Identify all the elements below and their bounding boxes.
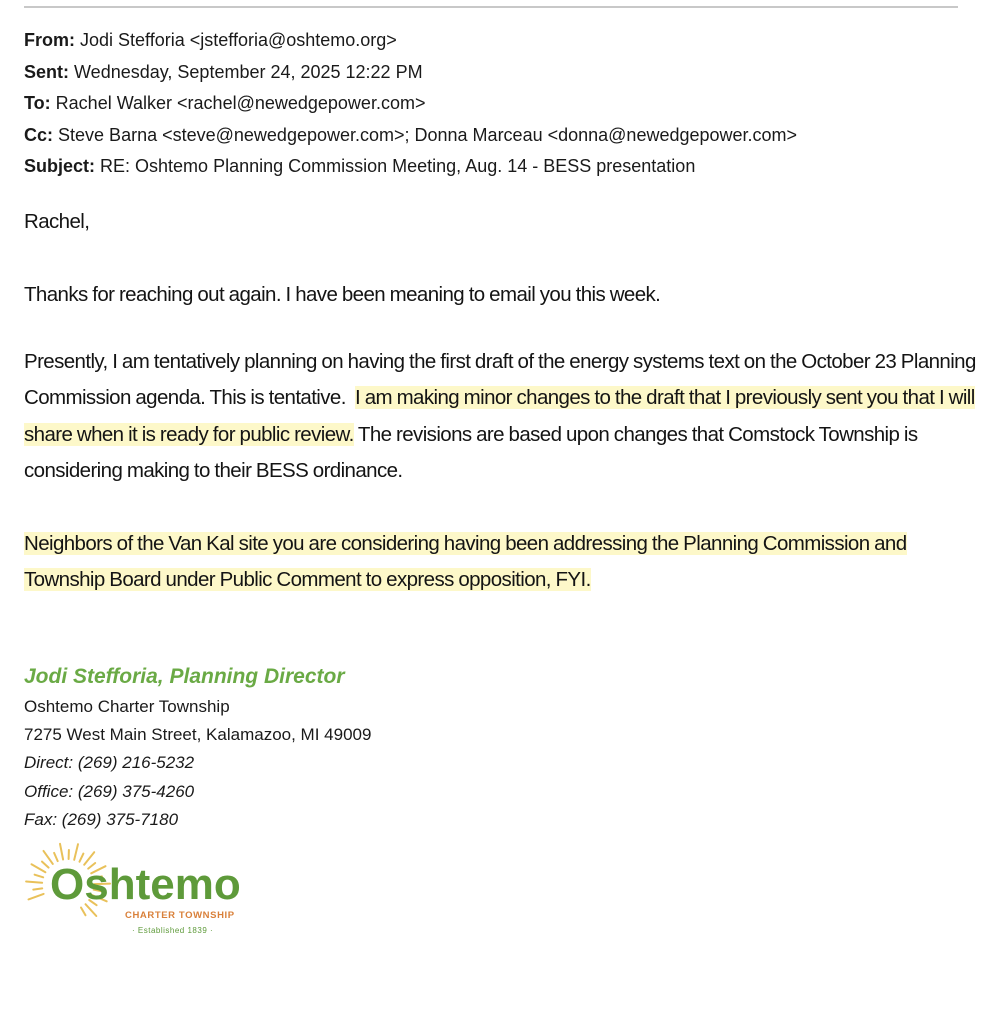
- from-row: [24, 25, 984, 57]
- subject-label: Subject:: [24, 156, 96, 176]
- paragraph-3: [24, 526, 982, 599]
- from-value: Jodi Stefforia <jstefforia@oshtemo.org>: [80, 30, 397, 50]
- cc-label: Cc:: [24, 124, 54, 145]
- signature-organization: Oshtemo Charter Township: [24, 696, 230, 716]
- logo-subtitle: CHARTER TOWNSHIP: [125, 909, 235, 921]
- from-label: From:: [24, 30, 75, 50]
- signature-office-phone: Office: (269) 375-4260: [24, 781, 195, 801]
- sent-value: Wednesday, September 24, 2025 12:22 PM: [74, 61, 423, 82]
- sun-ray: [60, 843, 63, 859]
- oshtemo-logo: [22, 841, 252, 941]
- sun-ray: [33, 888, 42, 889]
- sun-ray: [74, 844, 78, 860]
- sun-ray: [32, 864, 46, 872]
- to-value: Rachel Walker <rachel@newedgepower.com>: [55, 93, 426, 113]
- header-divider: [24, 6, 958, 8]
- email-header: [24, 25, 984, 183]
- paragraph-2-highlight: I am making minor changes to the draft that I previously sent you that I will share when it is ready for public review.: [24, 386, 975, 446]
- cc-value: Steve Barna <steve@newedgepower.com>; Donna Marceau <donna@newedgepower.com>: [58, 124, 798, 145]
- sun-ray: [29, 893, 44, 899]
- to-label: To:: [24, 93, 51, 113]
- cc-row: [24, 120, 984, 152]
- sent-row: [24, 57, 984, 89]
- paragraph-2-text-a: Presently, I am tentatively planning on having the first draft of the energy systems text on the October 23 Planning Commission agenda. This is tentative.: [24, 349, 981, 409]
- paragraph-1: Thanks for reaching out again. I have been meaning to email you this week.: [24, 282, 661, 306]
- subject-value: RE: Oshtemo Planning Commission Meeting, Aug. 14 - BESS presentation: [100, 156, 696, 176]
- paragraph-2: [24, 344, 982, 490]
- logo-established: · Established 1839 ·: [132, 925, 214, 935]
- logo-wordmark: Oshtemo: [50, 859, 241, 909]
- signature-address: 7275 West Main Street, Kalamazoo, MI 49009: [24, 724, 372, 744]
- greeting: Rachel,: [24, 209, 90, 233]
- paragraph-3-highlight: Neighbors of the Van Kal site you are considering having been addressing the Planning Commission and Township Board under Public Comment to express opposition, FYI.: [24, 531, 907, 591]
- to-row: [24, 88, 984, 120]
- subject-row: [24, 151, 984, 183]
- paragraph-2-text-b: The revisions are based upon changes that Comstock Township is considering making to their BESS ordinance.: [24, 422, 918, 482]
- sun-ray: [42, 861, 49, 867]
- signature-fax: Fax: (269) 375-7180: [24, 810, 179, 830]
- sun-ray: [26, 881, 42, 882]
- signature-block: [24, 661, 984, 835]
- sent-label: Sent:: [24, 61, 69, 82]
- signature-name-title: Jodi Stefforia, Planning Director: [24, 664, 345, 688]
- signature-direct-phone: Direct: (269) 216-5232: [24, 753, 195, 773]
- sun-ray: [35, 874, 44, 877]
